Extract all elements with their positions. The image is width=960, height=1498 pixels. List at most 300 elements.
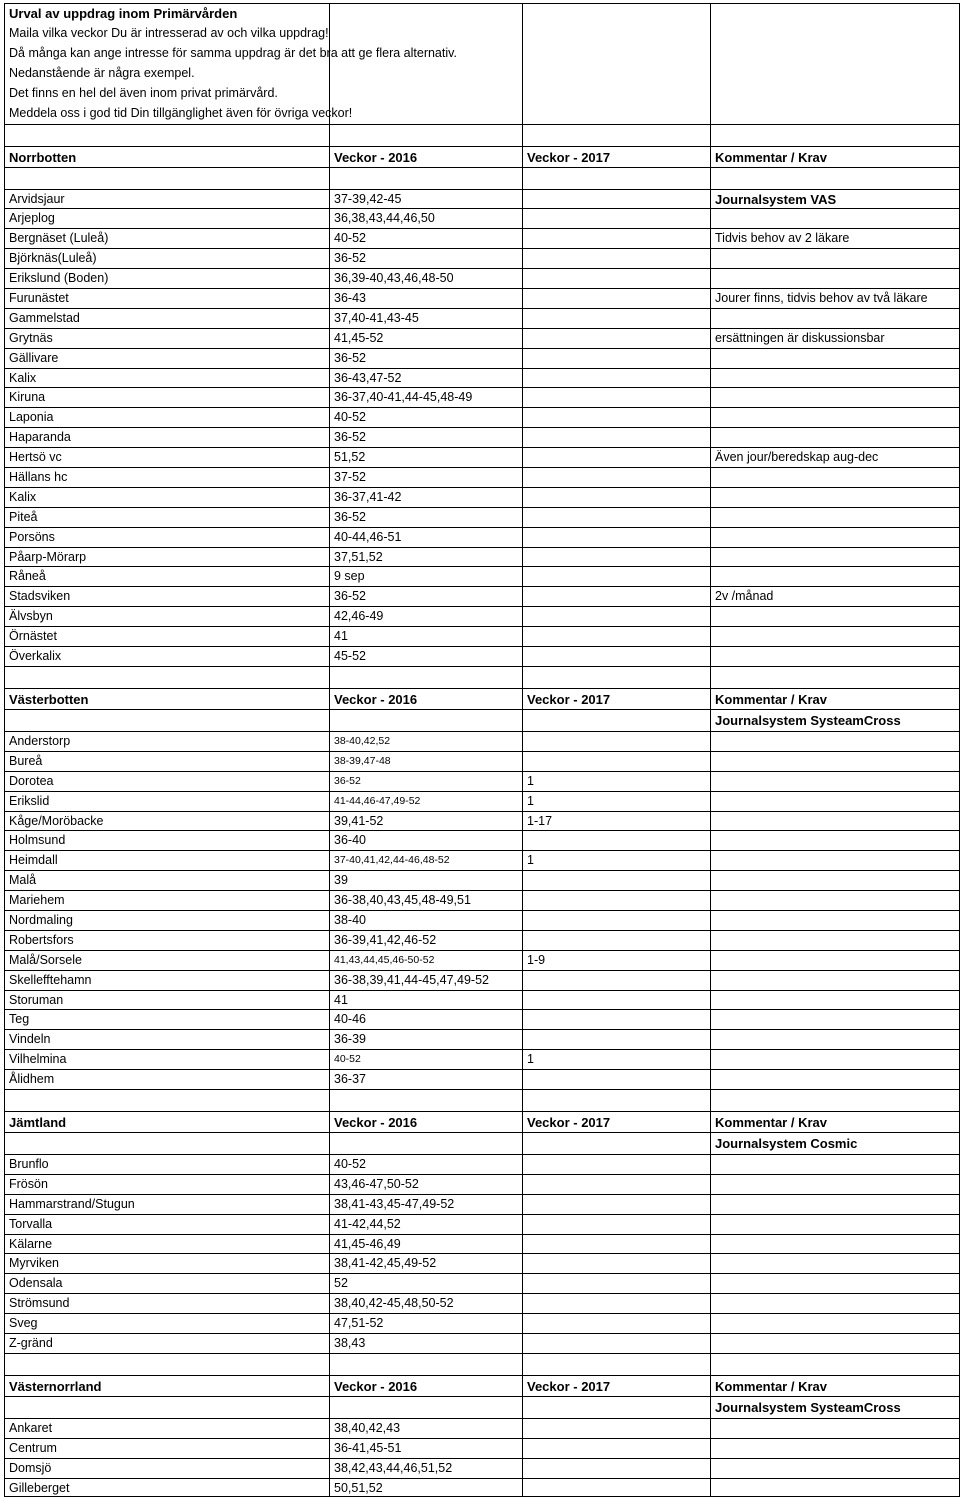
col-header-2017: Veckor - 2017	[522, 1376, 710, 1397]
system-row	[4, 709, 960, 731]
comment: Även jour/beredskap aug-dec	[710, 448, 960, 467]
empty-cell	[4, 125, 329, 146]
comment	[710, 951, 960, 970]
weeks-2016: 36-52	[329, 249, 522, 268]
comment	[710, 1010, 960, 1029]
table-row	[4, 1478, 960, 1498]
table-row	[4, 507, 960, 527]
place-name: Malå	[4, 871, 329, 890]
weeks-2016: 36-37	[329, 1070, 522, 1089]
table-row	[4, 447, 960, 467]
place-name: Malå/Sorsele	[4, 951, 329, 970]
empty-cell	[522, 168, 710, 189]
table-row	[4, 368, 960, 388]
table-row	[4, 830, 960, 850]
weeks-2017	[522, 468, 710, 487]
place-name: Heimdall	[4, 851, 329, 870]
place-name: Kiruna	[4, 388, 329, 407]
weeks-2016: 36-41,45-51	[329, 1439, 522, 1458]
comment	[710, 548, 960, 567]
weeks-2017	[522, 831, 710, 850]
spacer-row	[4, 666, 960, 688]
table-row	[4, 1069, 960, 1089]
comment	[710, 567, 960, 586]
weeks-2017	[522, 1070, 710, 1089]
empty-cell	[329, 1133, 522, 1154]
spacer-row	[4, 1353, 960, 1375]
place-name: Piteå	[4, 508, 329, 527]
weeks-2017: 1	[522, 772, 710, 791]
region-name: Jämtland	[4, 1112, 329, 1133]
table-row	[4, 547, 960, 567]
comment	[710, 812, 960, 831]
intro-text: Då många kan ange intresse för samma uppdrag är det bra att ge flera alternativ.	[4, 43, 334, 63]
weeks-2017	[522, 567, 710, 586]
table-row	[4, 990, 960, 1010]
weeks-2017	[522, 488, 710, 507]
col-header-2017: Veckor - 2017	[522, 147, 710, 168]
intro-line	[4, 43, 960, 63]
weeks-2017	[522, 1439, 710, 1458]
place-name: Furunästet	[4, 289, 329, 308]
empty-cell	[329, 125, 522, 146]
weeks-2017	[522, 732, 710, 751]
weeks-2017: 1	[522, 851, 710, 870]
table-row	[4, 1029, 960, 1049]
empty-cell	[522, 667, 710, 688]
weeks-2017	[522, 891, 710, 910]
place-name: Hällans hc	[4, 468, 329, 487]
empty-cell	[329, 4, 522, 23]
empty-cell	[329, 1090, 522, 1111]
weeks-2017	[522, 1274, 710, 1293]
comment	[710, 991, 960, 1010]
section-header	[4, 1111, 960, 1133]
weeks-2016: 36,39-40,43,46,48-50	[329, 269, 522, 288]
place-name: Laponia	[4, 408, 329, 427]
comment: ersättningen är diskussionsbar	[710, 329, 960, 348]
comment	[710, 1155, 960, 1174]
empty-cell	[329, 1354, 522, 1375]
place-name: Erikslund (Boden)	[4, 269, 329, 288]
comment: 2v /månad	[710, 587, 960, 606]
weeks-2016: 38,41-43,45-47,49-52	[329, 1195, 522, 1214]
weeks-2016: 41	[329, 991, 522, 1010]
weeks-2017	[522, 911, 710, 930]
comment	[710, 468, 960, 487]
place-name: Dorotea	[4, 772, 329, 791]
empty-cell	[710, 1354, 960, 1375]
empty-cell	[329, 63, 522, 83]
comment	[710, 309, 960, 328]
place-name: Robertsfors	[4, 931, 329, 950]
intro-line	[4, 83, 960, 103]
empty-cell	[4, 1133, 329, 1154]
table-row	[4, 1333, 960, 1353]
place-name: Centrum	[4, 1439, 329, 1458]
weeks-2016: 40-52	[329, 1155, 522, 1174]
place-name: Vilhelmina	[4, 1050, 329, 1069]
place-name: Sveg	[4, 1314, 329, 1333]
comment	[710, 931, 960, 950]
comment	[710, 891, 960, 910]
table-row	[4, 731, 960, 751]
comment	[710, 209, 960, 228]
table-row	[4, 228, 960, 248]
table-row	[4, 1273, 960, 1293]
place-name: Grytnäs	[4, 329, 329, 348]
place-name: Erikslid	[4, 792, 329, 811]
place-name: Älvsbyn	[4, 607, 329, 626]
comment	[710, 792, 960, 811]
comment: Jourer finns, tidvis behov av två läkare	[710, 289, 960, 308]
col-header-comment: Kommentar / Krav	[710, 1376, 960, 1397]
place-name: Bureå	[4, 752, 329, 771]
comment	[710, 488, 960, 507]
weeks-2016: 40-52	[329, 1050, 522, 1069]
table-row	[4, 328, 960, 348]
weeks-2017	[522, 587, 710, 606]
place-name: Arvidsjaur	[4, 190, 329, 209]
table-row	[4, 870, 960, 890]
empty-cell	[4, 1090, 329, 1111]
place-name: Björknäs(Luleå)	[4, 249, 329, 268]
place-name: Vindeln	[4, 1030, 329, 1049]
comment	[710, 1439, 960, 1458]
table-row	[4, 606, 960, 626]
place-name: Hammarstrand/Stugun	[4, 1195, 329, 1214]
place-name: Örnästet	[4, 627, 329, 646]
table-row	[4, 467, 960, 487]
table-row	[4, 487, 960, 507]
col-header-comment: Kommentar / Krav	[710, 147, 960, 168]
weeks-2016: 9 sep	[329, 567, 522, 586]
section-header	[4, 1375, 960, 1397]
table-row	[4, 646, 960, 666]
comment	[710, 1479, 960, 1497]
comment	[710, 1314, 960, 1333]
weeks-2016: 51,52	[329, 448, 522, 467]
table-row	[4, 586, 960, 606]
weeks-2017	[522, 1314, 710, 1333]
weeks-2017	[522, 1215, 710, 1234]
place-name: Kåge/Moröbacke	[4, 812, 329, 831]
weeks-2017	[522, 1155, 710, 1174]
weeks-2016: 36-38,39,41,44-45,47,49-52	[329, 971, 522, 990]
empty-cell	[710, 667, 960, 688]
empty-cell	[710, 1090, 960, 1111]
weeks-2017	[522, 991, 710, 1010]
weeks-2016: 36-43,47-52	[329, 369, 522, 388]
weeks-2017	[522, 1479, 710, 1497]
weeks-2016: 43,46-47,50-52	[329, 1175, 522, 1194]
weeks-2017	[522, 269, 710, 288]
empty-cell	[710, 43, 960, 63]
empty-cell	[329, 23, 522, 43]
weeks-2016: 40-44,46-51	[329, 528, 522, 547]
weeks-2016: 36-52	[329, 508, 522, 527]
empty-cell	[4, 667, 329, 688]
weeks-2016: 36,38,43,44,46,50	[329, 209, 522, 228]
region-name: Norrbotten	[4, 147, 329, 168]
table-row	[4, 950, 960, 970]
weeks-2017	[522, 971, 710, 990]
comment	[710, 508, 960, 527]
comment: Journalsystem VAS	[710, 190, 960, 209]
empty-cell	[522, 4, 710, 23]
comment	[710, 1070, 960, 1089]
weeks-2017	[522, 229, 710, 248]
intro-line	[4, 103, 960, 123]
empty-cell	[329, 83, 522, 103]
weeks-2016: 52	[329, 1274, 522, 1293]
comment	[710, 752, 960, 771]
weeks-2017	[522, 1459, 710, 1478]
table-row	[4, 348, 960, 368]
col-header-2016: Veckor - 2016	[329, 689, 522, 710]
place-name: Kalix	[4, 488, 329, 507]
weeks-2016: 47,51-52	[329, 1314, 522, 1333]
intro-text: Det finns en hel del även inom privat primärvård.	[4, 83, 334, 103]
table-row	[4, 626, 960, 646]
table-row	[4, 427, 960, 447]
place-name: Porsöns	[4, 528, 329, 547]
weeks-2016: 36-52	[329, 428, 522, 447]
comment: Tidvis behov av 2 läkare	[710, 229, 960, 248]
intro-text: Nedanstående är några exempel.	[4, 63, 334, 83]
section-header	[4, 146, 960, 168]
table-row	[4, 1458, 960, 1478]
weeks-2016: 37-39,42-45	[329, 190, 522, 209]
place-name: Kalix	[4, 369, 329, 388]
weeks-2016: 37-40,41,42,44-46,48-52	[329, 851, 522, 870]
table-row	[4, 771, 960, 791]
empty-cell	[522, 63, 710, 83]
comment	[710, 772, 960, 791]
weeks-2017	[522, 190, 710, 209]
table-row	[4, 930, 960, 950]
intro-line	[4, 23, 960, 43]
weeks-2017	[522, 369, 710, 388]
empty-cell	[522, 1133, 710, 1154]
weeks-2017	[522, 528, 710, 547]
weeks-2016: 37,51,52	[329, 548, 522, 567]
weeks-2017	[522, 627, 710, 646]
weeks-2017	[522, 1294, 710, 1313]
comment	[710, 388, 960, 407]
weeks-2016: 36-39	[329, 1030, 522, 1049]
weeks-2017	[522, 548, 710, 567]
empty-cell	[710, 103, 960, 123]
table-row	[4, 850, 960, 870]
comment	[710, 607, 960, 626]
system-row	[4, 1132, 960, 1154]
weeks-2017	[522, 388, 710, 407]
empty-cell	[522, 83, 710, 103]
weeks-2016: 38-40,42,52	[329, 732, 522, 751]
weeks-2016: 38,40,42-45,48,50-52	[329, 1294, 522, 1313]
comment	[710, 831, 960, 850]
section-header	[4, 688, 960, 710]
place-name: Holmsund	[4, 831, 329, 850]
weeks-2016: 41,45-46,49	[329, 1235, 522, 1254]
comment	[710, 971, 960, 990]
table-row	[4, 248, 960, 268]
empty-cell	[4, 168, 329, 189]
comment	[710, 732, 960, 751]
place-name: Teg	[4, 1010, 329, 1029]
comment	[710, 871, 960, 890]
comment	[710, 269, 960, 288]
table-row	[4, 387, 960, 407]
weeks-2017	[522, 1030, 710, 1049]
place-name: Mariehem	[4, 891, 329, 910]
comment	[710, 349, 960, 368]
weeks-2017	[522, 428, 710, 447]
col-header-comment: Kommentar / Krav	[710, 689, 960, 710]
table-row	[4, 288, 960, 308]
empty-cell	[710, 63, 960, 83]
empty-cell	[4, 1397, 329, 1418]
table-row	[4, 308, 960, 328]
table-row	[4, 1438, 960, 1458]
comment	[710, 647, 960, 666]
empty-cell	[522, 1354, 710, 1375]
weeks-2017	[522, 309, 710, 328]
table-row	[4, 1154, 960, 1174]
weeks-2016: 39,41-52	[329, 812, 522, 831]
weeks-2016: 39	[329, 871, 522, 890]
col-header-2016: Veckor - 2016	[329, 1112, 522, 1133]
comment	[710, 1235, 960, 1254]
comment	[710, 1419, 960, 1438]
place-name: Domsjö	[4, 1459, 329, 1478]
place-name: Brunflo	[4, 1155, 329, 1174]
comment	[710, 1274, 960, 1293]
weeks-2017	[522, 508, 710, 527]
journal-system	[710, 168, 960, 189]
table-row	[4, 1313, 960, 1333]
table-row	[4, 1293, 960, 1313]
place-name: Gilleberget	[4, 1479, 329, 1497]
table-row	[4, 1174, 960, 1194]
comment	[710, 249, 960, 268]
spreadsheet	[4, 3, 960, 1497]
weeks-2016: 41-44,46-47,49-52	[329, 792, 522, 811]
table-row	[4, 791, 960, 811]
place-name: Anderstorp	[4, 732, 329, 751]
empty-cell	[4, 710, 329, 731]
comment	[710, 1254, 960, 1273]
weeks-2017	[522, 752, 710, 771]
intro-text: Maila vilka veckor Du är intresserad av och vilka uppdrag!	[4, 23, 334, 43]
table-row	[4, 1253, 960, 1273]
col-header-2017: Veckor - 2017	[522, 689, 710, 710]
weeks-2016: 40-52	[329, 408, 522, 427]
table-row	[4, 1049, 960, 1069]
place-name: Ankaret	[4, 1419, 329, 1438]
weeks-2017	[522, 408, 710, 427]
journal-system: Journalsystem SysteamCross	[710, 710, 960, 731]
table-row	[4, 1214, 960, 1234]
table-row	[4, 1234, 960, 1254]
comment	[710, 911, 960, 930]
weeks-2016: 37-52	[329, 468, 522, 487]
weeks-2016: 36-52	[329, 349, 522, 368]
place-name: Hertsö vc	[4, 448, 329, 467]
spacer-row	[4, 1089, 960, 1111]
empty-cell	[522, 103, 710, 123]
place-name: Haparanda	[4, 428, 329, 447]
table-row	[4, 208, 960, 228]
comment	[710, 369, 960, 388]
comment	[710, 528, 960, 547]
empty-cell	[522, 125, 710, 146]
table-row	[4, 1194, 960, 1214]
system-row	[4, 1396, 960, 1418]
weeks-2017	[522, 1419, 710, 1438]
comment	[710, 851, 960, 870]
place-name: Strömsund	[4, 1294, 329, 1313]
weeks-2017	[522, 1175, 710, 1194]
empty-cell	[710, 125, 960, 146]
place-name: Påarp-Mörarp	[4, 548, 329, 567]
place-name: Kälarne	[4, 1235, 329, 1254]
weeks-2016: 37,40-41,43-45	[329, 309, 522, 328]
weeks-2017	[522, 249, 710, 268]
table-row	[4, 407, 960, 427]
comment	[710, 1030, 960, 1049]
place-name: Frösön	[4, 1175, 329, 1194]
comment	[710, 428, 960, 447]
empty-cell	[522, 1090, 710, 1111]
weeks-2016: 41-42,44,52	[329, 1215, 522, 1234]
weeks-2017: 1-9	[522, 951, 710, 970]
table-row	[4, 751, 960, 771]
intro-text: Meddela oss i god tid Din tillgänglighet även för övriga veckor!	[4, 103, 334, 123]
journal-system: Journalsystem SysteamCross	[710, 1397, 960, 1418]
weeks-2017	[522, 1334, 710, 1353]
intro-title-row	[4, 3, 960, 23]
place-name: Råneå	[4, 567, 329, 586]
weeks-2017	[522, 607, 710, 626]
comment	[710, 1050, 960, 1069]
weeks-2017: 1	[522, 792, 710, 811]
place-name: Odensala	[4, 1274, 329, 1293]
weeks-2016: 38-40	[329, 911, 522, 930]
table-row	[4, 1418, 960, 1438]
empty-cell	[329, 168, 522, 189]
table-row	[4, 566, 960, 586]
weeks-2016: 38,43	[329, 1334, 522, 1353]
comment	[710, 1195, 960, 1214]
empty-cell	[329, 667, 522, 688]
place-name: Överkalix	[4, 647, 329, 666]
comment	[710, 1215, 960, 1234]
weeks-2016: 38,41-42,45,49-52	[329, 1254, 522, 1273]
place-name: Gammelstad	[4, 309, 329, 328]
weeks-2016: 40-52	[329, 229, 522, 248]
weeks-2016: 41	[329, 627, 522, 646]
journal-system: Journalsystem Cosmic	[710, 1133, 960, 1154]
region-name: Västerbotten	[4, 689, 329, 710]
col-header-2017: Veckor - 2017	[522, 1112, 710, 1133]
comment	[710, 627, 960, 646]
weeks-2016: 45-52	[329, 647, 522, 666]
empty-cell	[710, 4, 960, 23]
place-name: Myrviken	[4, 1254, 329, 1273]
weeks-2016: 36-52	[329, 772, 522, 791]
